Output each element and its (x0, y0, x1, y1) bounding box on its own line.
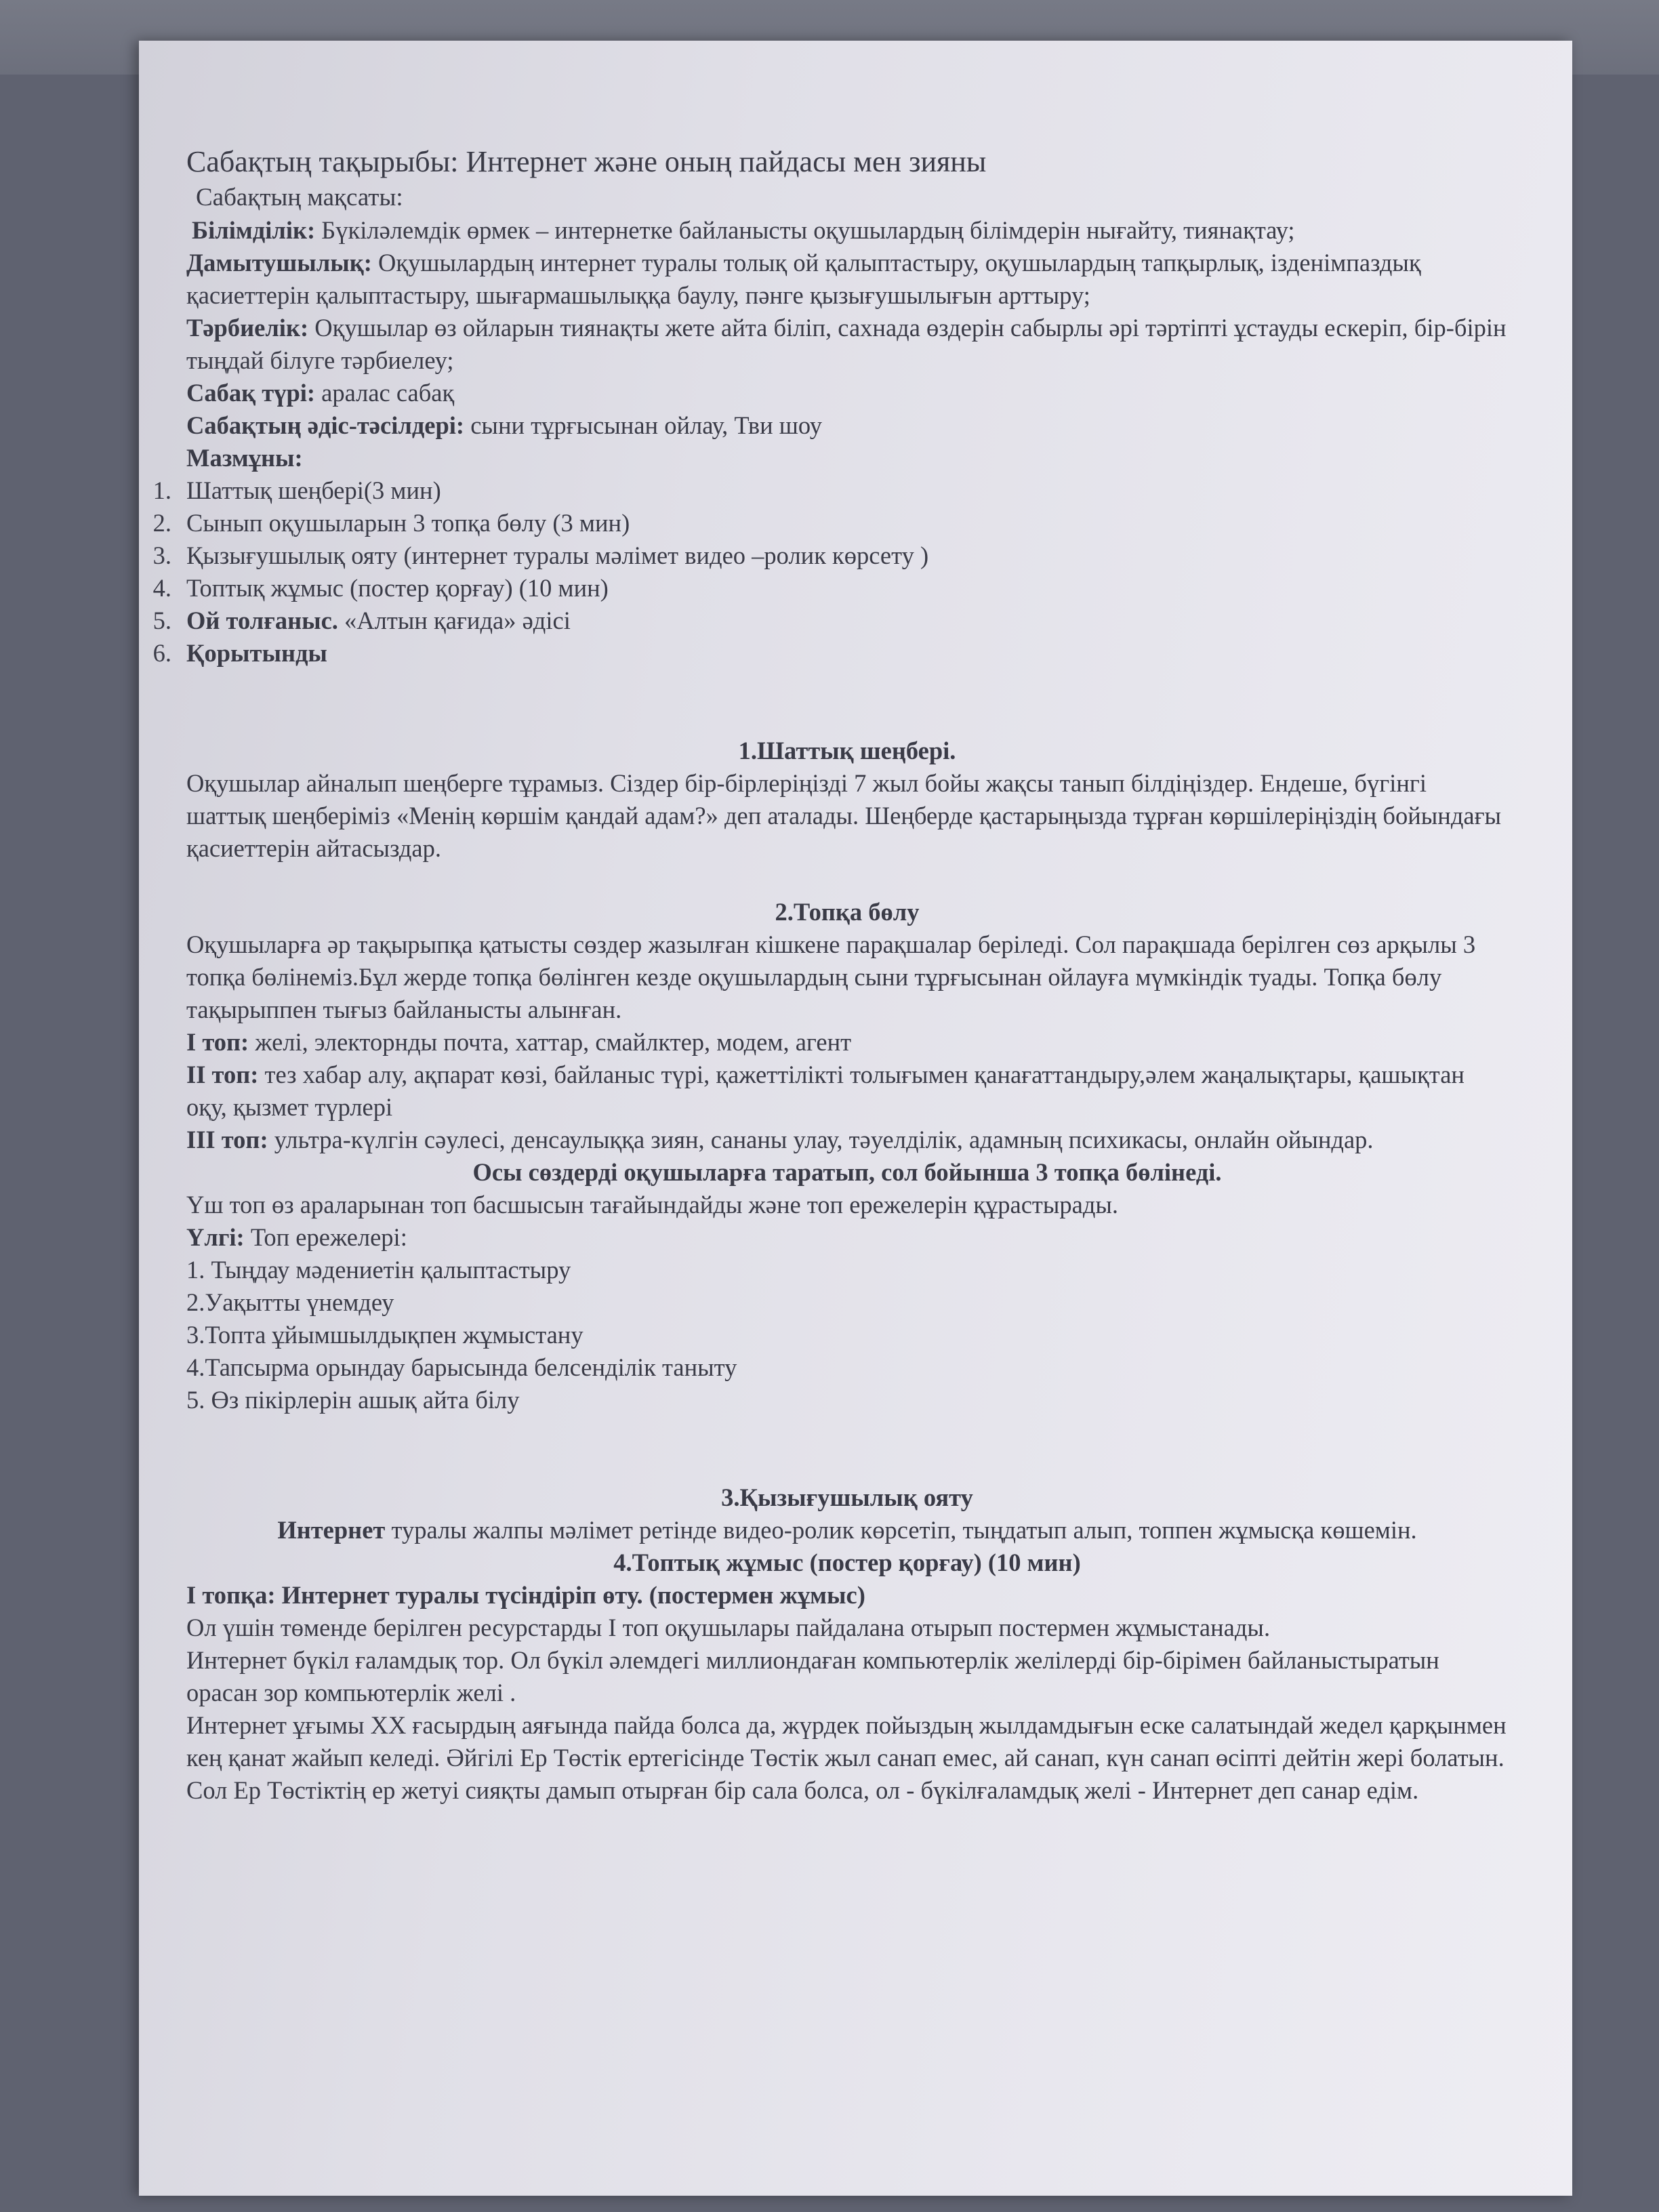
section-heading: 2.Топқа бөлу (775, 898, 920, 926)
section-paragraph: Үш топ өз араларынан топ басшысын тағайындайды және топ ережелерін құрастырады. (186, 1191, 1119, 1218)
contents-number: 6. (152, 639, 171, 667)
group-label: І топ: (186, 1028, 249, 1056)
aim-text: Бүкіләлемдік өрмек – интернетке байланысты оқушылардың білімдерін нығайту, тиянақтау; (315, 216, 1295, 244)
aim-label: Сабақтың әдіс-тәсілдері: (186, 411, 465, 439)
paper-sheet (139, 41, 1572, 2196)
rule-item: 5. Өз пікірлерін ашық айта білу (186, 1386, 520, 1414)
aim-item (186, 409, 1508, 442)
contents-item: 1. Шаттық шеңбері(3 мин) (186, 474, 1508, 507)
contents-item: 5. Ой толғаныс. «Алтын қағида» әдісі (186, 605, 1508, 637)
contents-number: 1. (152, 476, 171, 504)
section-paragraph: Ол үшін төменде берілген ресурстарды І топ оқушылары пайдалана отырып постермен жұмыстанады. (186, 1614, 1271, 1641)
section-paragraph: Оқушылар айналып шеңберге тұрамыз. Сіздер бір-бірлеріңізді 7 жыл бойы жақсы танып білдіңіздер. Ендеше, бүгінгі шаттық шеңберіміз «Менің көршім қандай адам?» деп аталады. Шеңберде қастарыңызда тұрған көршілеріңіздің бойындағы қасиеттерін айтасыздар. (186, 769, 1502, 862)
section-paragraph: Интернет бүкіл ғаламдық тор. Ол бүкіл әлемдегі миллиондаған компьютерлік желілерді бір-бірімен байланыстыратын орасан зор компьютерлік желі . (186, 1646, 1439, 1706)
rule-item: 4.Тапсырма орындау барысында белсенділік таныту (186, 1353, 737, 1381)
group-label: ІІІ топ: (186, 1126, 268, 1153)
aim-item (186, 247, 1508, 312)
rules-list (186, 1254, 1508, 1416)
group-text: желі, электорнды почта, хаттар, смайлктер, модем, агент (249, 1028, 852, 1056)
contents-item: 6. Қорытынды (186, 637, 1508, 670)
group-label: ІІ топ: (186, 1061, 259, 1088)
contents-heading: Мазмұны: (186, 444, 303, 472)
section-paragraph: Интернет туралы жалпы мәлімет ретінде видео-ролик көрсетіп, тыңдатып алып, топпен жұмысқа көшемін. (277, 1516, 1417, 1544)
contents-number: 2. (152, 509, 171, 537)
document-body (152, 142, 1508, 1807)
aim-text: сыни тұрғысынан ойлау, Тви шоу (464, 411, 822, 439)
aim-label: Білімділік: (192, 216, 316, 244)
section-heading: 1.Шаттық шеңбері. (738, 737, 956, 764)
contents-list (152, 474, 1508, 670)
aims-heading: Сабақтың мақсаты: (196, 184, 403, 211)
group-item (186, 1059, 1508, 1124)
aim-text: Оқушылар өз ойларын тиянақты жете айта біліп, сахнада өздерін сабырлы әрі тәртіпті ұстауды ескеріп, бір-бірін тыңдай білуге тәрбиелеу; (186, 314, 1507, 374)
contents-item: 2. Сынып оқушыларын 3 топқа бөлу (3 мин) (186, 507, 1508, 539)
group-text: ультра-күлгін сәулесі, денсаулыққа зиян, сананы улау, тәуелділік, адамның психикасы, онлайн ойындар. (268, 1126, 1374, 1153)
distribute-note: Осы сөздерді оқушыларға таратып, сол бойынша 3 топқа бөлінеді. (472, 1158, 1222, 1186)
section-heading: 3.Қызығушылық ояту (721, 1483, 973, 1511)
aim-label: Сабақ түрі: (186, 379, 316, 407)
aim-item (186, 312, 1508, 377)
section-paragraph: Интернет ұғымы ХХ ғасырдың аяғында пайда болса да, жүрдек пойыздың жылдамдығын еске салатындай жедел қарқынмен кең қанат жайып келеді. Әйгілі Ер Төстік ертегісінде Төстік жыл санап емес, ай санап, күн санап өсіпті дейтін жері болатын. Сол Ер Төстіктің ер жетуі сияқты дамып отырған бір сала болса, ол - бүкілғаламдық желі - Интернет деп санар едім. (186, 1711, 1507, 1804)
section-paragraph: Оқушыларға әр тақырыпқа қатысты сөздер жазылған кішкене парақшалар беріледі. Сол парақшада берілген сөз арқылы 3 топқа бөлінеміз.Бұл жерде топқа бөлінген кезде оқушылардың сыни тұрғысынан ойлауға мүмкіндік туады. Топқа бөлу тақырыппен тығыз байланысты алынған. (186, 930, 1476, 1023)
group-item (186, 1124, 1508, 1156)
rule-item: 2.Уақытты үнемдеу (186, 1288, 394, 1316)
sample-line (186, 1221, 1508, 1254)
group-text: тез хабар алу, ақпарат көзі, байланыс түрі, қажеттілікті толығымен қанағаттандыру,әлем жаңалықтары, қашықтан оқу, қызмет түрлері (186, 1061, 1465, 1121)
aim-label: Дамытушылық: (186, 249, 372, 276)
aim-text: аралас сабақ (315, 379, 455, 407)
contents-number: 4. (152, 574, 171, 602)
contents-number: 5. (152, 607, 171, 634)
section-heading: 4.Топтық жұмыс (постер қорғау) (10 мин) (613, 1549, 1081, 1576)
aim-item (186, 214, 1508, 247)
aim-text: Оқушылардың интернет туралы толық ой қалыптастыру, оқушылардың тапқырлық, ізденімпаздық қасиеттерін қалыптастыру, шығармашылыққа баулу, пәнге қызығушылығын арттыру; (186, 249, 1421, 309)
sample-text: Топ ережелері: (244, 1223, 407, 1251)
contents-item: 3. Қызығушылық ояту (интернет туралы мәлімет видео –ролик көрсету ) (186, 539, 1508, 572)
sample-label: Үлгі: (186, 1223, 245, 1251)
aims-list (186, 214, 1508, 442)
aim-label: Тәрбиелік: (186, 314, 309, 342)
contents-number: 3. (152, 541, 171, 569)
contents-item: 4. Топтық жұмыс (постер қорғау) (10 мин) (186, 572, 1508, 605)
aim-item (186, 377, 1508, 409)
group-item (186, 1026, 1508, 1059)
lesson-title: Сабақтың тақырыбы: Интернет және оның пайдасы мен зияны (186, 145, 987, 178)
section-subheading: І топқа: Интернет туралы түсіндіріп өту. (постермен жұмыс) (186, 1581, 865, 1609)
rule-item: 3.Топта ұйымшылдықпен жұмыстану (186, 1321, 583, 1349)
rule-item: 1. Тыңдау мәдениетін қалыптастыру (186, 1256, 571, 1284)
